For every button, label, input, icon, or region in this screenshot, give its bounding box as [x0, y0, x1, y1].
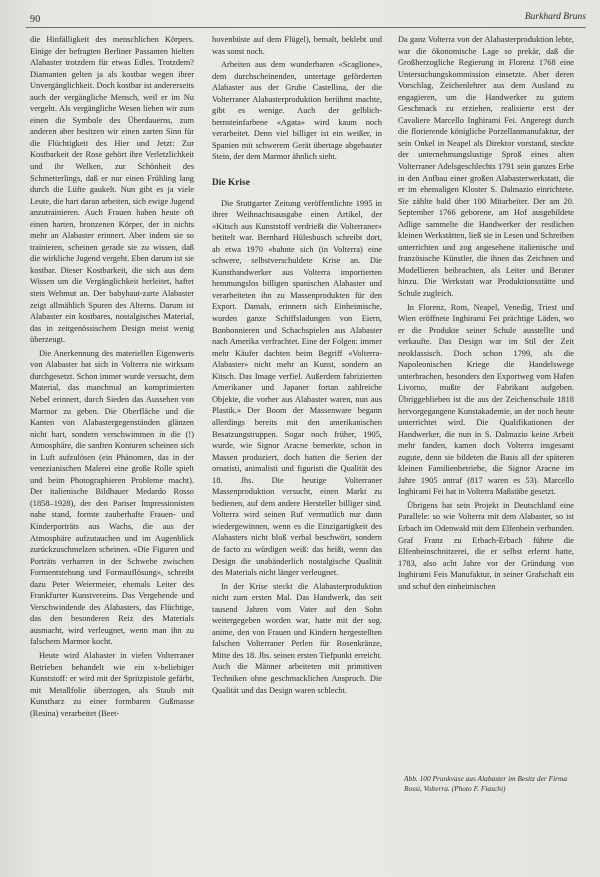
- paragraph: Heute wird Alabaster in vielen Volterraner Betrieben behandelt wie ein x-beliebiger Kunststoff: er wird mit der Spritzpistole gefärbt, mit Metallfolie überzogen, als Staub mit Kunstharz zu einer formbaren Gußmasse (Resina) verarbeitet (Beet-: [30, 650, 194, 718]
- paragraph: Da ganz Volterra von der Alabasterproduktion lebte, war die ökonomische Lage so prekär, daß die Großherzogliche Regierung in Florenz 1768 eine Untersuchungskommission einsetzte. Aber deren Vorschlag, Zeichenlehrer aus dem Ausland zu engagieren, um die Handwerker zu gutem Geschmack zu erziehen, realisierte erst der Cavaliere Marcello Inghirami Fei. Angeregt durch die florierende königliche Porzellanmanufaktur, der sein Onkel in Neapel als Direktor vorstand, steckte der unternehmungslustige Sproß eines alten Volterraner Adelsgeschlechts 1791 sein ganzes Erbe in den Aufbau einer großen Alabasterwerkstatt, die er im ehemaligen Kloster S. Dalmazio einrichtete. Sie zählte bald über 100 Mitarbeiter. Der am 20. September 1766 geborene, am Hof ausgebildete Adlige sammelte die Handwerker der restlichen kleinen Werkstätten, ließ sie in Lesen und Schreiben unterrichten und zog angesehene italienische und französische Künstler, die ihnen das Zeichnen und Modellieren beibrachten, als Leiter und Berater hinzu. Die Werkstatt war Produktionsstätte und Schule zugleich.: [398, 35, 574, 299]
- paragraph: In der Krise steckt die Alabasterproduktion nicht zum ersten Mal. Das Handwerk, das seit tausend Jahren vom Vater auf den Sohn weitergegeben worden war, hatte mit der sog. anime, den von Frauen und Kindern hergestellten falschen Volterraner Perlen für Rosenkränze, Mitte des 18. Jhs. seinen ersten Tiefpunkt erreicht. Auch die Männer arbeiteten mit primitiven Techniken ohne geschmacklichen Anspruch. Die Qualität und das Design waren schlecht.: [212, 581, 382, 695]
- running-head-author: Burkhard Bruns: [524, 12, 586, 22]
- paragraph: Übrigens hat sein Projekt in Deutschland eine Parallele: so wie Volterra mit dem Alabaster, so ist Erbach im Odenwald mit dem Elfenbein verbunden. Graf Franz zu Erbach-Erbach führte die Elfenbeinschnitzerei, die er selbst erlernt hatte, 1783, also acht Jahre vor der Gründung von Inghirami Feis Manufaktur, in seiner Grafschaft ein und schuf den einheimischen: [398, 500, 574, 591]
- section-heading: Die Krise: [212, 177, 250, 188]
- paragraph: In Florenz, Rom, Neapel, Venedig, Triest und Wien eröffnete Inghirami Fei prächtige Läden, wo er die Produkte seiner Schule ausstellte und verkaufte. Das Design war im Stil der Zeit neoklassisch. Doch schon 1799, als die Napoleonischen Kriege die Handelswege unterbrachen, besonders den Exportweg vom Hafen Livorno, mußte der Fabrikant aufgeben. Übriggeblieben ist die aus der Zeichenschule 1818 hervorgegangene Kunstakademie, an der noch heute unterrichtet wird. Die Qualifikationen der Handwerker, die nun in S. Dalmazio keine Arbeit mehr fanden, kamen doch Volterra insgesamt zugute, denn sie bildeten die Basis all der späteren kleinen Familienbetriebe, die Signor Aracne im Jahre 1905 antraf (817 waren es 53). Marcello Inghirami Fei hat in Volterra Maßstäbe gesetzt.: [398, 302, 574, 497]
- paragraph: die Hinfälligkeit des menschlichen Körpers. Einige der befragten Berliner Passanten hielten Alabaster trotzdem für etwas Edles. Trotzdem? Diamanten gelten ja als kostbar wegen ihrer Unvergänglichkeit. Doch kostbar ist andererseits auch der vergängliche Mensch, weil er im Nu vergeht. Als vergängliche Wesen lieben wir zum einen die Symbole des Überdauerns, zum anderen aber besitzen wir einen zarten Sinn für die Flüchtigkeit des Hier und Jetzt: Zur Kostbarkeit der Rose gehört ihre Verletzlichkeit und ihr Welken, zur Schönheit des Schmetterlings, daß er nur einen Frühling lang durch die Lüfte gaukelt. Nun gibt es ja viele Leute, die hart daran arbeiten, sich ewige Jugend anzutrainieren. Auch Frauen haben heute oft einen harten, bronzenen Körper, der in nichts mehr an Alabaster erinnert. Aber indem sie so trainieren, scheinen gerade sie zu wissen, daß die wirkliche Jugend vergeht. Eben darum ist sie kostbar. Dieser Kostbarkeit, die sich aus dem Wissen um die Vergänglichkeit herleitet, haftet stets Wehmut an. Der babyhaut-zarte Alabaster zeigt allmählich Spuren des Alterns. Darum ist Alabaster ein kostbares, nostalgisches Material, das in zeitgenössischem Design meist wenig überzeugt.: [30, 35, 194, 345]
- paragraph: hovenbüste auf dem Flügel), bemalt, beklebt und was sonst noch.: [212, 35, 382, 56]
- text-column-1: [30, 34, 194, 719]
- paragraph: Arbeiten aus dem wunderbaren «Scaglione», dem durchscheinenden, untertage geförderten Alabaster aus der Grube Castellina, der die Volterraner Alabasterproduktion berühmt machte, gibt es wenige. Auch der gelblich-bernsteinfarbene «Agata» wird kaum noch verarbeitet. Denn viel billiger ist ein weißer, in Spanien mit schwerem Gerät übertage abgebauter Stein, der dem Marmor ähnlich sieht.: [212, 60, 382, 162]
- paragraph: Die Stuttgarter Zeitung veröffentlichte 1995 in ihrer Weihnachtsausgabe einen Artikel, der «Kitsch aus Kunststoff verdrießt die Volterraner» betitelt war. Bernhard Hülesbusch schreibt dort, ab etwa 1970 «bahnte sich (in Volterra) eine schwere, selbstverschuldete Krise an. Die Kunsthandwerker aus Volterra importierten hemmungslos billigen spanischen Alabaster und verarbeiteten ihn zu Massenprodukten für den Export. Damals, erinnern sich Einheimische, wurden ganze Schiffsladungen von Eiern, Bonbonnieren und Schachspielen aus Alabaster nach Amerika verfrachtet. Eine der Folgen: immer mehr Käufer dachten beim Begriff «Volterra-Alabaster» nicht mehr an Kunst, sondern an Kitsch. Das Image verfiel. Außerdem fabrizierten Amerikaner und Japaner fortan zahlreiche Objekte, die vorher aus Alabaster waren, nun aus Plastik.» Der Boom der Massenware begann allerdings bereits mit den amerikanischen Besatzungstruppen. Sogar noch früher, 1905, wurde, wie Signor Aracne bemerkte, schon in Massen produziert, doch hatten die Serien der ornatisti, animalisti und figuristi die Qualität des 18. Jhs. Die heutige Volterraner Massenproduktion versucht, einen Markt zu bedienen, auf dem andere Hersteller billiger sind. Volterra wird seinen Ruf vermutlich nur dann wiedergewinnen, wenn es die Einzigartigkeit des Alabasters nicht bloß verbal beschwört, sondern de facto zu würdigen weiß: das heißt, wenn das Design die unabänderlich nostalgische Qualität des Materials nicht länger verleugnet.: [212, 198, 382, 578]
- text-column-2: [212, 34, 382, 696]
- page-number: 90: [30, 14, 41, 25]
- figure-caption: Abb. 100 Prunkvase aus Alabaster im Besitz der Firma Rossi, Volterra. (Photo F. Fiaschi): [404, 774, 568, 793]
- paragraph: Die Anerkennung des materiellen Eigenwerts von Alabaster hat sich in Volterra nie wirksam durchgesetzt. Schon immer wurde versucht, dem Material, das manchmal an komprimierten Nebel erinnert, durch Sieden das Aussehen von Marmor zu geben. Die Oberfläche und die Kanten von Alabastergegenständen glänzen nicht hart, sondern verschwimmen in die (!) Atmosphäre, die sanften Konturen scheinen sich in Luft aufzulösen (ein Phänomen, das in der venezianischen Malerei eine große Rolle spielt und beim Photographieren Probleme macht). Der italienische Bildhauer Medardo Rosso (1858–1928), der den Pariser Impressionisten nahe stand, formte zauberhafte Frauen- und Kinderporträts aus Wachs, die aus der Atmosphäre aufzutauchen und im Augenblick zurückzuschmelzen scheinen. «Die Figuren und Porträts verharren in der Schwebe zwischen Formentstehung und Formauflösung», schreibt dazu Peter Weiermeier, ehemals Leiter des Frankfurter Kunstvereins. Das Vergehende und Verschwindende des Alabasters, das Flüchtige, das den besonderen Reiz des Materials ausmacht, wird verleugnet, wenn man ihn zu falschem Marmor kocht.: [30, 348, 194, 647]
- header-rule: [26, 27, 586, 28]
- text-column-3: [398, 34, 574, 592]
